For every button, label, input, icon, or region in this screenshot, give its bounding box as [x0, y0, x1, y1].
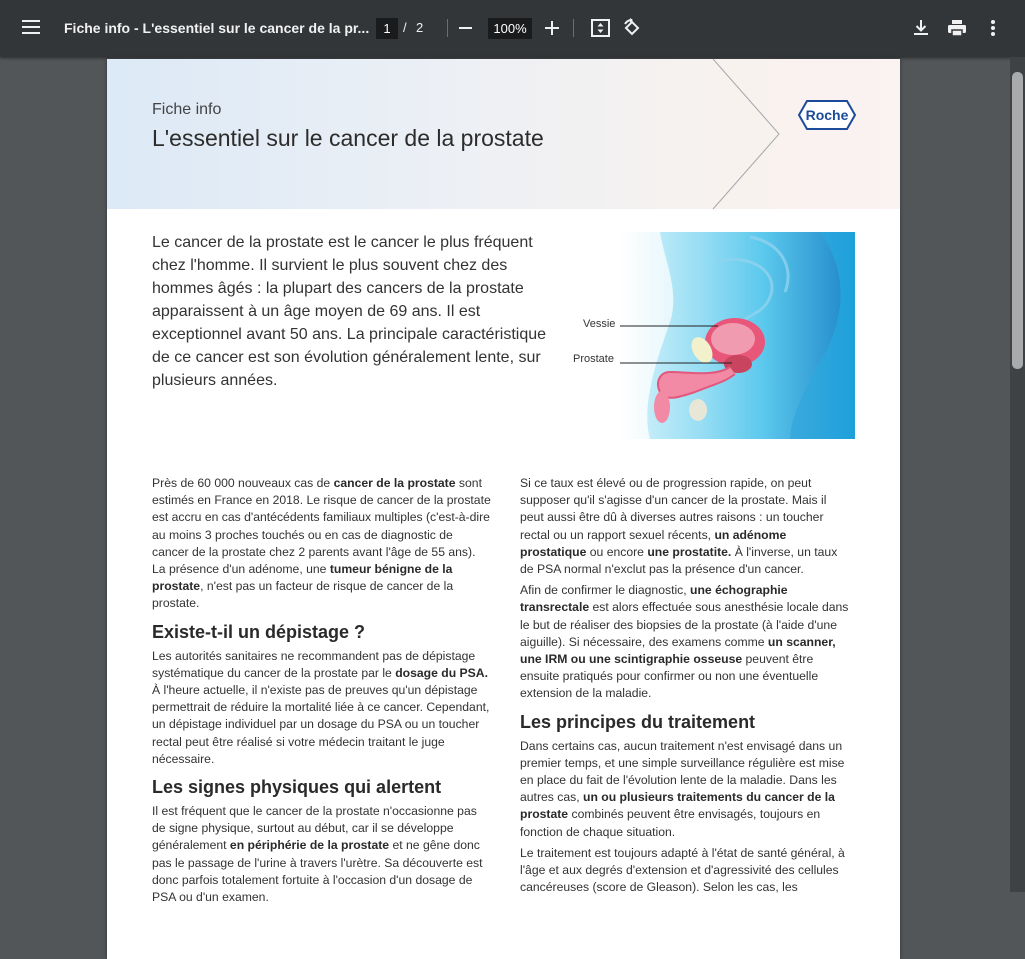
roche-logo-text: Roche	[805, 107, 849, 123]
pdf-viewport[interactable]	[0, 57, 1025, 905]
col1-paragraph-1: Près de 60 000 nouveaux cas de cancer de la prostate sont estimés en France en 2018. Le risque de cancer de la prostate est accru en cas d'antécédents familiaux multiples (c'est-à-dire au moins 3 proches touchés ou en cas de diagnostic de cancer de la prostate chez 2 parents avant l'âge de 55 ans). La présence d'un adénome, une tumeur bénigne de la prostate, n'est pas un facteur de risque de cancer de la prostate.	[152, 476, 491, 611]
roche-logo	[797, 99, 857, 131]
prostate-label: Prostate	[573, 353, 614, 365]
pdf-toolbar	[0, 0, 1025, 57]
col2-paragraph-4: Le traitement est toujours adapté à l'état de santé général, à l'âge et aux degrés d'extension et d'agressivité des cellules cancéreuses (score de Gleason). Selon les cas, les	[520, 845, 845, 895]
more-options-icon[interactable]	[989, 19, 997, 37]
toolbar-divider	[573, 19, 574, 37]
column-right	[520, 475, 852, 900]
heading-depistage: Existe-t-il un dépistage ?	[152, 621, 366, 642]
document-title: Fiche info - L'essentiel sur le cancer de la pr...	[64, 20, 370, 36]
heading-signes-physiques: Les signes physiques qui alertent	[152, 777, 442, 798]
header-title: L'essentiel sur le cancer de la prostate	[152, 125, 544, 151]
page-number-input[interactable]: 1	[376, 18, 398, 39]
header-subtitle: Fiche info	[152, 101, 222, 118]
vessie-label: Vessie	[583, 318, 616, 330]
col2-paragraph-2: Afin de confirmer le diagnostic, une échographie transrectale est alors effectuée sous anesthésie locale dans le but de réaliser des biopsies de la prostate (à l'aide d'une aiguille). Si nécessaire, des examens comme un scanner, une IRM ou une scintigraphie osseuse peuvent être ensuite pratiqués pour confirmer ou non une éventuelle extension de la maladie.	[520, 583, 849, 701]
col1-paragraph-3: Il est fréquent que le cancer de la prostate n'occasionne pas de signe physique, surtout au début, car il se développe généralement en périphérie de la prostate et ne gêne donc pas le passage de l'urine à travers l'urètre. Sa découverte est donc parfois totalement fortuite à l'occasion d'un dosage de PSA ou d'un examen.	[152, 804, 483, 905]
toolbar-divider	[447, 19, 448, 37]
zoom-out-button[interactable]	[459, 27, 472, 29]
menu-icon[interactable]	[22, 20, 40, 34]
document-header	[107, 59, 900, 209]
header-chevron-decoration	[707, 59, 900, 209]
pdf-page	[107, 59, 900, 959]
heading-principes-traitement: Les principes du traitement	[520, 711, 756, 732]
page-separator: /	[403, 20, 407, 35]
rotate-icon[interactable]	[622, 18, 642, 38]
zoom-level-input[interactable]: 100%	[488, 18, 532, 39]
column-left	[152, 475, 492, 910]
print-icon[interactable]	[947, 19, 967, 37]
vertical-scrollbar[interactable]	[1010, 57, 1025, 892]
col2-paragraph-1: Si ce taux est élevé ou de progression rapide, on peut supposer qu'il s'agisse d'un cancer de la prostate. Mais il peut aussi être dû à diverses autres raisons : un toucher rectal ou un rapport sexuel récents, un adénome prostatique ou encore une prostatite. À l'inverse, un taux de PSA normal n'exclut pas la présence d'un cancer.	[520, 476, 838, 577]
col2-paragraph-3: Dans certains cas, aucun traitement n'est envisagé dans un premier temps, et une simple surveillance régulière est mise en place du fait de l'évolution lente de la maladie. Dans les autres cas, un ou plusieurs traitements du cancer de la prostate combinés peuvent être envisagés, toujours en fonction de chaque situation.	[520, 738, 845, 839]
download-icon[interactable]	[913, 19, 929, 37]
intro-paragraph: Le cancer de la prostate est le cancer le plus fréquent chez l'homme. Il survient le plus souvent chez des hommes âgés : la plupart des cancers de la prostate apparaissent à un âge moyen de 69 ans. Il est exceptionnel avant 50 ans. La principale caractéristique de ce cancer est son évolution généralement lente, sur plusieurs années.	[152, 234, 547, 389]
scrollbar-thumb[interactable]	[1012, 72, 1023, 369]
page-total: 2	[416, 20, 424, 35]
col1-paragraph-2: Les autorités sanitaires ne recommandent pas de dépistage systématique du cancer de la prostate par le dosage du PSA. À l'heure actuelle, il n'existe pas de preuves qu'un dépistage permettrait de réduire la mortalité liée à ce cancer. Cependant, un dépistage individuel par un dosage du PSA ou un toucher rectal peut être réalisé si votre médecin traitant le juge nécessaire.	[152, 648, 490, 766]
fit-page-icon[interactable]	[591, 19, 610, 37]
zoom-in-button[interactable]	[545, 21, 559, 35]
prostate-anatomy-illustration	[620, 232, 855, 439]
